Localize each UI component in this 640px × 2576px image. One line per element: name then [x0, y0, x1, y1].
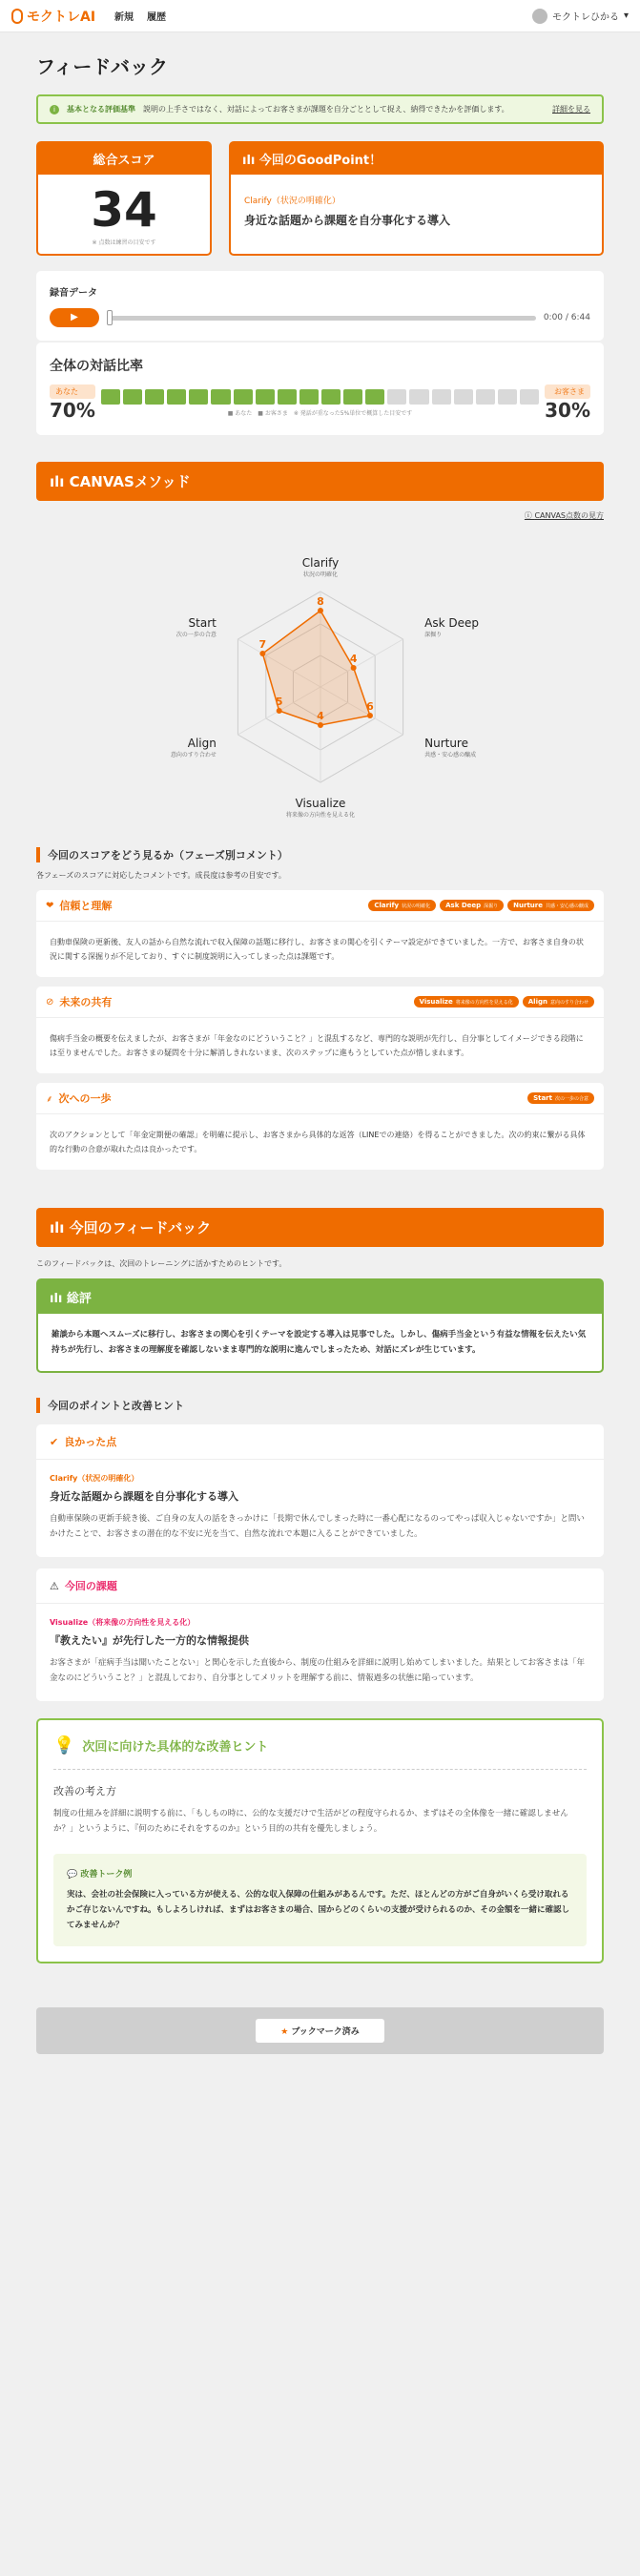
issue-tag: Visualize（将来像の方向性を見える化） [50, 1618, 196, 1627]
info-icon: i [50, 105, 59, 114]
good-title: 身近な話題から課題を自分事化する導入 [50, 1490, 238, 1503]
phase-card-trust [36, 890, 604, 977]
canvas-section-header [36, 462, 604, 501]
you-label: あなた [50, 384, 95, 399]
radar-point [259, 651, 265, 656]
recording-label: 録音データ [50, 288, 97, 299]
avatar [532, 9, 547, 24]
phase-section-title: 今回のスコアをどう見るか（フェーズ別コメント） [36, 847, 604, 862]
audio-player [50, 308, 590, 327]
goodpoint-tag: Clarify（状況の明確化） [244, 197, 341, 206]
radar-axis-sublabel: 状況の明確化 [302, 571, 338, 578]
wave-icon: ılı [50, 473, 70, 490]
phase-comment: 次のアクションとして「年金定期便の確認」を明確に提示し、お客さまから具体的な返答（LINEでの連絡）を得ることができました。次の約束に繋がる具体的な行動の合意が取れた点は良かったです。 [50, 1131, 586, 1153]
bookmark-area [36, 2007, 604, 2054]
points-title: 今回のポイントと改善ヒント [36, 1398, 604, 1413]
nav-history[interactable]: 履歴 [147, 12, 167, 23]
details-link[interactable]: 詳細を見る [552, 105, 590, 114]
ratio-segment [520, 389, 539, 405]
ratio-segment [211, 389, 230, 405]
ratio-segment [409, 389, 428, 405]
score-header: 総合スコア [38, 143, 210, 175]
ratio-title: 全体の対話比率 [50, 359, 143, 374]
page-title: フィードバック [36, 55, 168, 78]
radar-value-label: 5 [275, 696, 283, 708]
radar-value-label: 4 [316, 710, 324, 722]
good-header: 良かった点 [64, 1436, 117, 1448]
phase-card-future [36, 987, 604, 1073]
bookmark-button[interactable] [256, 2019, 384, 2043]
feedback-note: このフィードバックは、次回のトレーニングに活かすためのヒントです。 [36, 1259, 287, 1268]
ratio-bar [101, 389, 539, 405]
wave-icon: ılı [242, 154, 259, 168]
radar-axis-sublabel: 意向のすり合わせ [170, 752, 217, 758]
total-score-card [36, 141, 212, 256]
ratio-segment [498, 389, 517, 405]
talk-example [53, 1854, 587, 1946]
phase-section-note: 各フェーズのスコアに対応したコメントです。成長度は参考の目安です。 [36, 871, 286, 880]
ratio-segment [343, 389, 362, 405]
radar-axis-sublabel: 深掘り [423, 632, 442, 638]
concept-text: 制度の仕組みを詳細に説明する前に、「もしもの時に、公的な支援だけで生活がどの程度守られるか、まずはその全体像を一緒に確認しませんか？」というように、『何のためにそれをするのか』という目的の共有を優先しましょう。 [53, 1809, 568, 1834]
wave-icon: ılı [50, 1292, 67, 1306]
radar-value-label: 8 [316, 595, 324, 608]
ratio-segment [365, 389, 384, 405]
radar-axis-label: Nurture [423, 737, 468, 750]
ratio-segment [256, 389, 275, 405]
chat-icon: 💬 [67, 1870, 81, 1880]
seek-handle[interactable] [107, 310, 113, 325]
phase-card-next [36, 1083, 604, 1170]
ratio-segment [321, 389, 341, 405]
user-menu[interactable] [532, 9, 629, 24]
star-icon: ★ [280, 2027, 292, 2037]
customer-label: お客さま [545, 384, 590, 399]
score-note: ※ 点数は練習の目安です [92, 239, 156, 246]
notice-text: 説明の上手さではなく、対話によってお客さまが課題を自分ごととして捉え、納得できたかを評価します。 [143, 105, 509, 114]
ratio-segment [299, 389, 319, 405]
phase-name: 未来の共有 [59, 996, 113, 1008]
goodpoint-header: 今回のGoodPoint！ [258, 154, 382, 168]
ratio-segment [432, 389, 451, 405]
issue-text: お客さまが「症病手当は聞いたことない」と関心を示した直後から、制度の仕組みを詳細に説明し始めてしまいました。結果としてお客さまは「年金なのにどういうこと？」と混乱しており、自分事としてメリットを理解する前に、情報過多の状態に陥っています。 [50, 1658, 586, 1683]
radar-value-label: 4 [349, 653, 357, 665]
radar-point [350, 665, 356, 671]
ratio-segment [454, 389, 473, 405]
goodpoint-card [229, 141, 604, 256]
chip-visualize: Visualize 将来像の方向性を見える化 [414, 996, 519, 1008]
radar-axis-label: Align [187, 737, 217, 750]
handshake-icon: ❤ [46, 900, 54, 911]
top-bar [0, 0, 640, 32]
phase-name: 信頼と理解 [59, 900, 113, 912]
main-nav [114, 9, 166, 23]
radar-axis-label: Start [188, 616, 217, 630]
ratio-segment [387, 389, 406, 405]
overall-text: 雑談から本題へスムーズに移行し、お客さまの関心を引くテーマを設定する導入は見事でした。しかし、傷病手当金という有益な情報を伝えたい気持ちが先行し、お客さまの理解度を確認しないまま専門的な説明に進んでしまったため、対話にズレが生じています。 [52, 1330, 587, 1355]
ratio-segment [278, 389, 297, 405]
radar-axis-sublabel: 将来像の方向性を見える化 [285, 812, 355, 819]
issue-card [36, 1568, 604, 1701]
radar-point [366, 713, 372, 718]
bookmark-label: ブックマーク済み [291, 2027, 360, 2037]
compass-icon: ⊘ [46, 996, 54, 1008]
ratio-segment [189, 389, 208, 405]
nav-new[interactable]: 新規 [114, 12, 134, 23]
radar-point [318, 608, 323, 613]
ratio-segment [145, 389, 164, 405]
chip-nurture: Nurture 共感・安心感の醸成 [507, 900, 594, 911]
warning-icon: ⚠ [50, 1579, 59, 1592]
feedback-title: 今回のフィードバック [69, 1219, 212, 1236]
radar-axis-label: Clarify [301, 556, 339, 570]
radar-value-label: 6 [365, 700, 374, 713]
radar-value-label: 7 [258, 638, 266, 651]
chip-askdeep: Ask Deep 深掘り [440, 900, 504, 911]
footsteps-icon: ⸙ [46, 1094, 53, 1105]
improvement-hint-card [36, 1718, 604, 1963]
ratio-segment [101, 389, 120, 405]
lightbulb-icon: 💡 [53, 1735, 75, 1755]
canvas-radar-chart [168, 525, 479, 830]
overall-card [36, 1278, 604, 1373]
talk-text: 実は、会社の社会保険に入っている方が使える、公的な収入保障の仕組みがあるんです。ただ、ほとんどの方がご自身がいくら受け取れるかご存じないんですね。もしよろしければ、まずはお客さまの場合、国からどのくらいの支援が受けられるのか、その金額を一緒に確認してみませんか？ [67, 1890, 570, 1930]
radar-axis-sublabel: 次の一歩の合意 [175, 632, 217, 638]
phase-comment: 自動車保険の更新後、友人の話から自然な流れで収入保障の話題に移行し、お客さまの関心を引くテーマ設定ができていました。一方で、お客さま自身の状況に関する深掘りが不足しており、すぐに制度説明に入ってしまった点は課題です。 [50, 938, 584, 961]
radar-point [318, 722, 323, 728]
hint-header: 次回に向けた具体的な改善ヒント [82, 1740, 269, 1755]
notice-label: 基本となる評価基準 [67, 105, 135, 114]
seek-bar[interactable] [107, 316, 536, 321]
customer-percent: 30% [545, 399, 590, 422]
play-button[interactable]: ▶ [50, 308, 99, 327]
score-value: 34 [91, 182, 157, 238]
radar-point [276, 708, 281, 714]
ratio-segment [167, 389, 186, 405]
criteria-notice [36, 94, 604, 124]
overall-header: 総評 [66, 1292, 92, 1306]
issue-title: 『教えたい』が先行した一方的な情報提供 [50, 1634, 249, 1647]
good-text: 自動車保険の更新手続き後、ご自身の友人の話をきっかけに「長期で休んでしまった時に一番心配になるのってやっぱ収入じゃないですか」と問いかけたことで、お客さまの潜在的な不安に光を当て、自然な流れで本題に入ることができていました。 [50, 1514, 585, 1539]
wave-icon: ılı [50, 1219, 70, 1236]
phase-comment: 傷病手当金の概要を伝えましたが、お客さまが「年金なのにどういうこと？」と混乱するなど、専門的な説明が先行し、自分事としてイメージできる段階には至りませんでした。お客さまの疑問を十分に解消しきれないまま、次のステップに進もうとしていた点が惜しまれます。 [50, 1034, 584, 1057]
good-point-card [36, 1424, 604, 1557]
ratio-segment [476, 389, 495, 405]
chevron-down-icon: ▾ [623, 10, 629, 21]
talk-header: 改善トーク例 [80, 1870, 133, 1880]
ratio-legend: ■ あなた ■ お客さま ※ 発話が重なった5%単位で概算した目安です [227, 410, 413, 417]
radar-axis-label: Visualize [295, 797, 345, 810]
canvas-help-link[interactable]: ⓘ CANVAS点数の見方 [524, 511, 604, 520]
radar-axis-sublabel: 共感・安心感の醸成 [423, 752, 476, 758]
ratio-segment [234, 389, 253, 405]
canvas-title: CANVASメソッド [69, 473, 191, 490]
goodpoint-text: 身近な話題から課題を自分事化する導入 [244, 214, 451, 227]
ratio-card [36, 343, 604, 435]
chip-start: Start 次の一歩の合意 [527, 1092, 594, 1104]
time-display: 0:00 / 6:44 [543, 313, 590, 322]
good-tag: Clarify（状況の明確化） [50, 1474, 139, 1483]
logo-text: モクトレAI [27, 9, 96, 25]
feedback-section-header [36, 1208, 604, 1247]
user-name: モクトレひかる [551, 12, 619, 23]
chip-align: Align 意向のすり合わせ [523, 996, 594, 1008]
canvas-link-text: CANVAS点数の見方 [534, 511, 604, 520]
ratio-segment [123, 389, 142, 405]
phase-name: 次への一歩 [58, 1092, 112, 1105]
logo[interactable] [11, 7, 95, 26]
mic-icon [11, 9, 23, 24]
radar-axis-label: Ask Deep [423, 616, 479, 630]
check-circle-icon: ✔ [50, 1435, 59, 1448]
recording-card [36, 271, 604, 341]
chip-clarify: Clarify 状況の明確化 [368, 900, 436, 911]
you-percent: 70% [50, 399, 95, 422]
issue-header: 今回の課題 [64, 1580, 117, 1592]
concept-title: 改善の考え方 [53, 1785, 116, 1797]
